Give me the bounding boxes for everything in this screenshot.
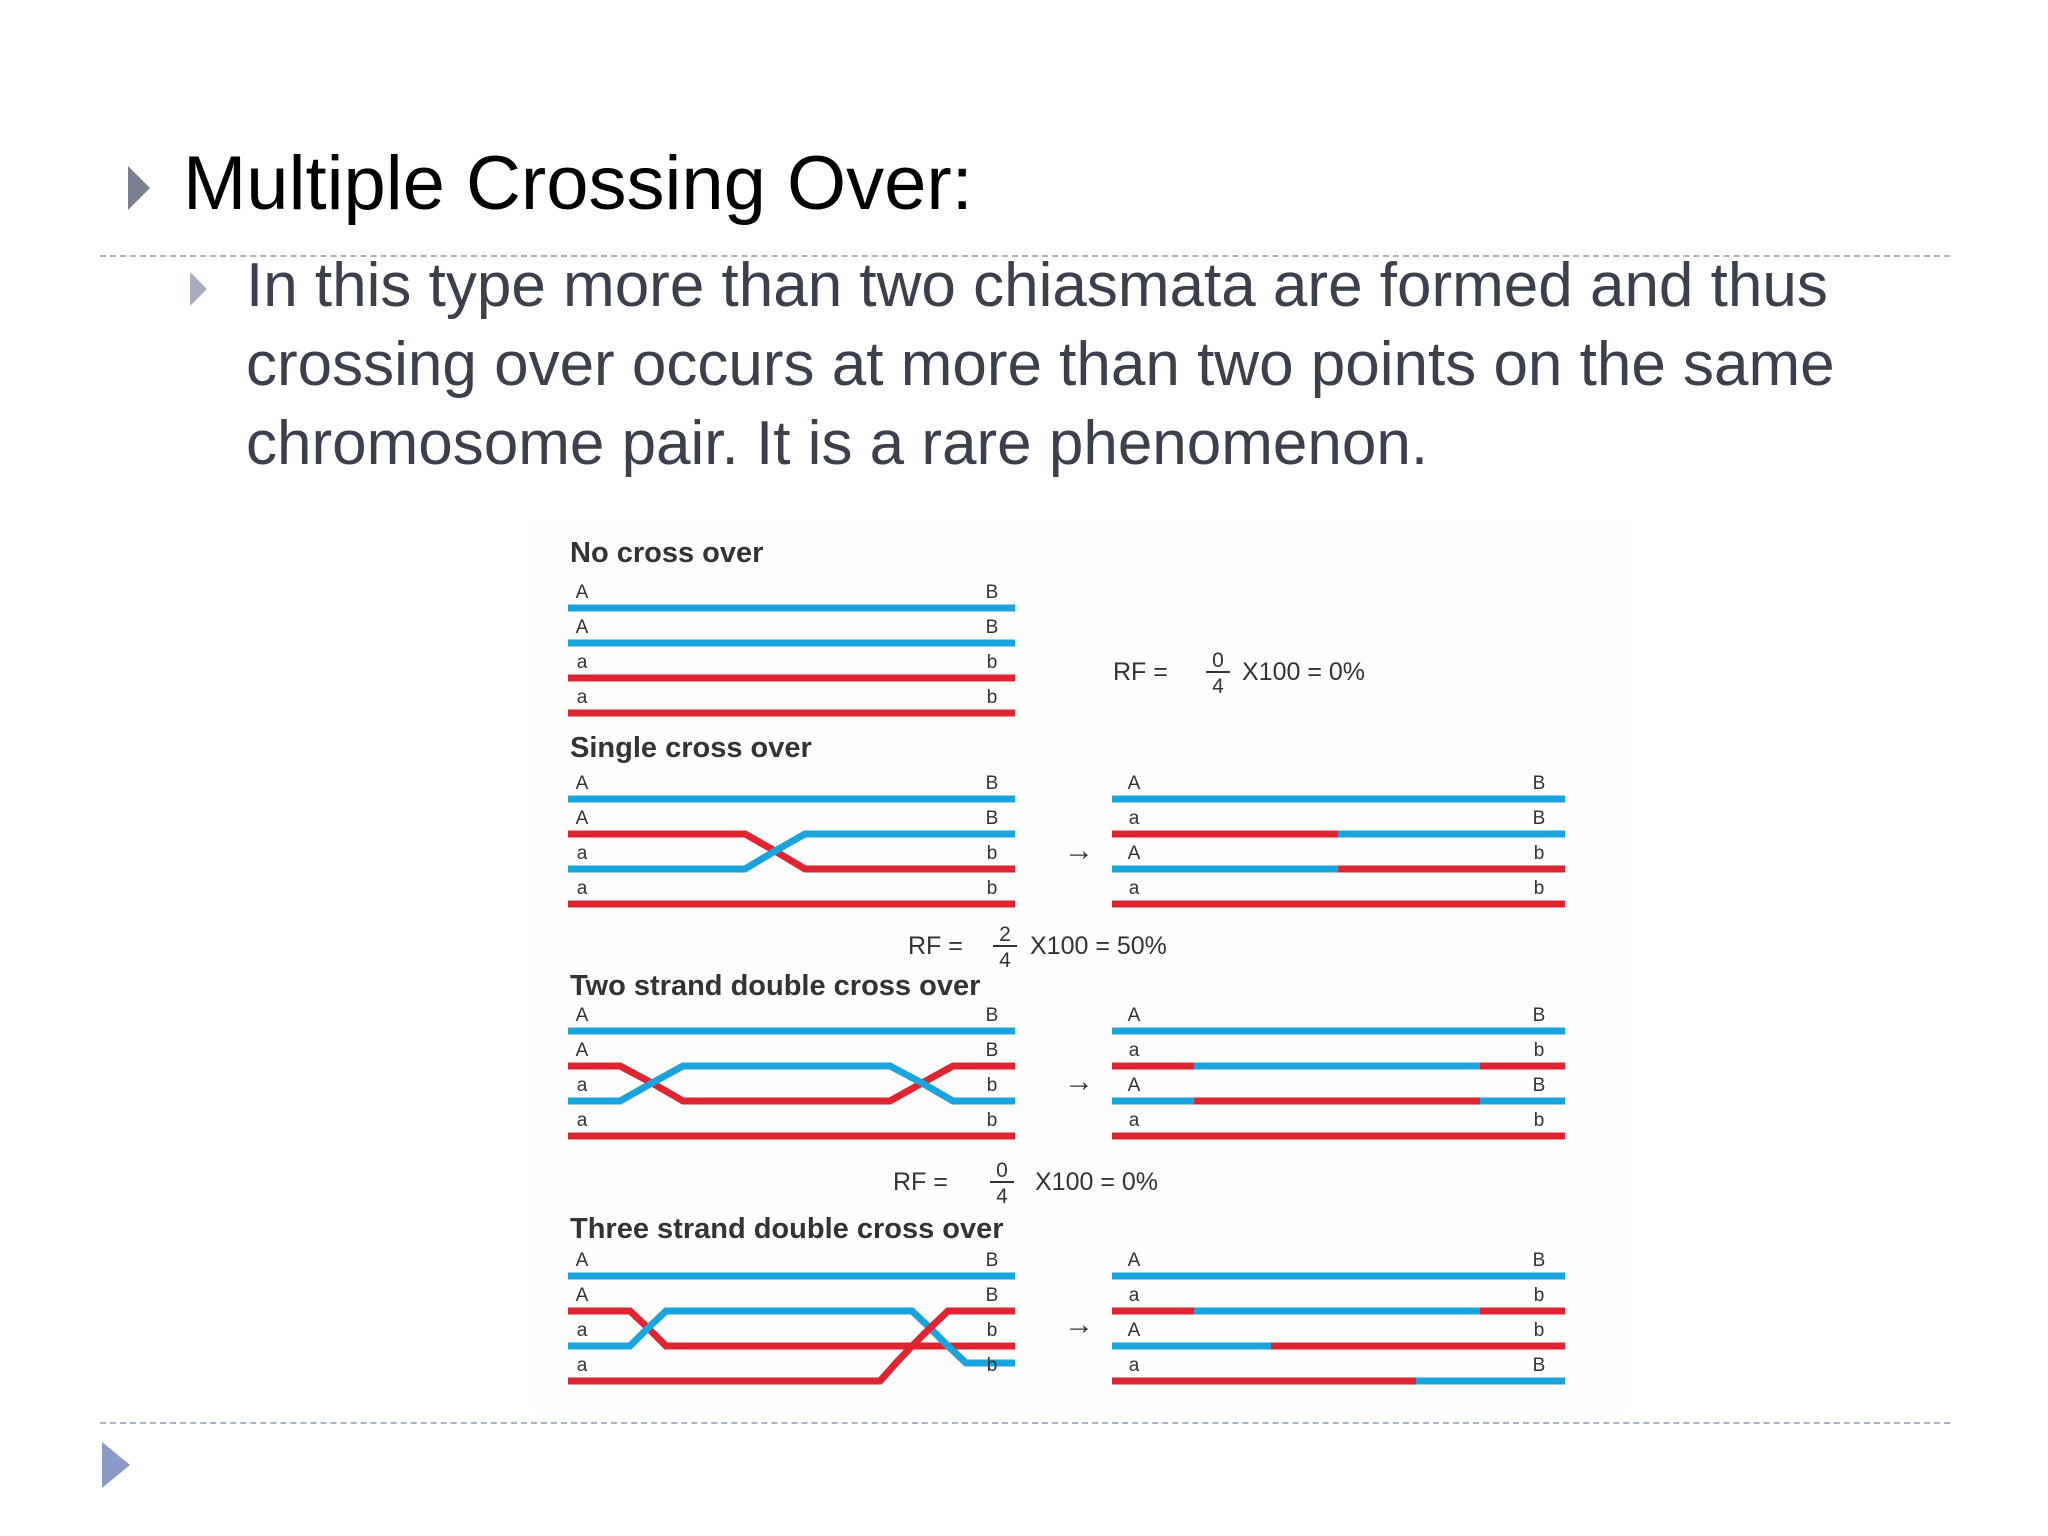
section-title-single-cross: Single cross over (570, 732, 812, 764)
section-title-no-cross: No cross over (570, 537, 764, 569)
next-slide-arrow-icon[interactable] (102, 1442, 130, 1488)
allele-label: b (986, 843, 998, 864)
result-arrow-icon: → (1064, 1308, 1094, 1341)
allele-label: A (1127, 843, 1141, 864)
svg-text:0: 0 (1212, 649, 1224, 672)
crossing-over-figure (530, 520, 1625, 1410)
allele-label: a (1128, 808, 1140, 829)
slide-heading: Multiple Crossing Over: (183, 141, 973, 226)
allele-label: B (1532, 773, 1546, 794)
allele-label: b (1533, 843, 1545, 864)
allele-label: a (576, 1110, 588, 1131)
section-title-three-strand-double: Three strand double cross over (570, 1213, 1004, 1245)
allele-label: B (1532, 1005, 1546, 1026)
allele-label: b (1533, 1285, 1545, 1306)
allele-label: B (1532, 1075, 1546, 1096)
allele-label: A (1127, 1005, 1141, 1026)
allele-label: b (986, 1075, 998, 1096)
svg-text:RF =: RF = (1113, 658, 1168, 686)
heading-bullet-icon (128, 166, 150, 210)
slide-body-text: In this type more than two chiasmata are formed and thus crossing over occurs at more than two points on the same chromosome pair. It is a rare phenomenon. (246, 251, 1835, 478)
allele-label: A (575, 1285, 589, 1306)
allele-label: b (986, 1320, 998, 1341)
allele-label: b (1533, 1110, 1545, 1131)
allele-label: A (575, 582, 589, 603)
svg-text:X100 = 0%: X100 = 0% (1242, 658, 1366, 686)
allele-label: B (1532, 1250, 1546, 1271)
allele-label: B (985, 1040, 999, 1061)
allele-label: a (1128, 1285, 1140, 1306)
svg-text:X100 = 0%: X100 = 0% (1035, 1168, 1159, 1196)
allele-label: A (1127, 1075, 1141, 1096)
allele-label: B (985, 808, 999, 829)
allele-label: a (576, 843, 588, 864)
allele-label: a (1128, 1110, 1140, 1131)
allele-label: b (986, 878, 998, 899)
result-arrow-icon: → (1064, 834, 1094, 867)
result-arrow-icon: → (1064, 1065, 1094, 1098)
allele-label: B (985, 582, 999, 603)
allele-label: B (985, 1005, 999, 1026)
allele-label: A (575, 1040, 589, 1061)
allele-label: b (986, 1110, 998, 1131)
footer-divider (100, 1422, 1950, 1424)
allele-label: B (985, 1285, 999, 1306)
allele-label: b (1533, 1320, 1545, 1341)
svg-text:4: 4 (1212, 675, 1224, 698)
allele-label: A (575, 773, 589, 794)
svg-text:2: 2 (999, 923, 1011, 946)
allele-label: b (1533, 878, 1545, 899)
sub-bullet-icon (190, 272, 207, 306)
svg-text:4: 4 (999, 949, 1011, 972)
allele-label: A (575, 808, 589, 829)
allele-label: B (985, 617, 999, 638)
allele-label: b (986, 1355, 998, 1376)
allele-label: A (1127, 1250, 1141, 1271)
allele-label: a (576, 1320, 588, 1341)
allele-label: A (575, 1250, 589, 1271)
allele-label: B (1532, 808, 1546, 829)
allele-label: a (1128, 878, 1140, 899)
allele-label: a (576, 652, 588, 673)
section-title-two-strand-double: Two strand double cross over (570, 970, 981, 1002)
allele-label: a (1128, 1355, 1140, 1376)
allele-label: b (986, 687, 998, 708)
svg-text:X100 = 50%: X100 = 50% (1030, 932, 1167, 960)
svg-text:0: 0 (996, 1159, 1008, 1182)
allele-label: b (1533, 1040, 1545, 1061)
allele-label: A (575, 1005, 589, 1026)
allele-label: A (1127, 1320, 1141, 1341)
allele-label: B (985, 773, 999, 794)
allele-label: A (575, 617, 589, 638)
crossing-over-diagram (530, 520, 1625, 1410)
allele-label: a (576, 878, 588, 899)
allele-label: a (576, 1355, 588, 1376)
allele-label: a (576, 1075, 588, 1096)
allele-label: a (1128, 1040, 1140, 1061)
allele-label: B (985, 1250, 999, 1271)
svg-text:RF =: RF = (908, 932, 963, 960)
svg-text:RF =: RF = (893, 1168, 948, 1196)
allele-label: B (1532, 1355, 1546, 1376)
allele-label: A (1127, 773, 1141, 794)
svg-text:4: 4 (996, 1185, 1008, 1208)
allele-label: b (986, 652, 998, 673)
allele-label: a (576, 687, 588, 708)
